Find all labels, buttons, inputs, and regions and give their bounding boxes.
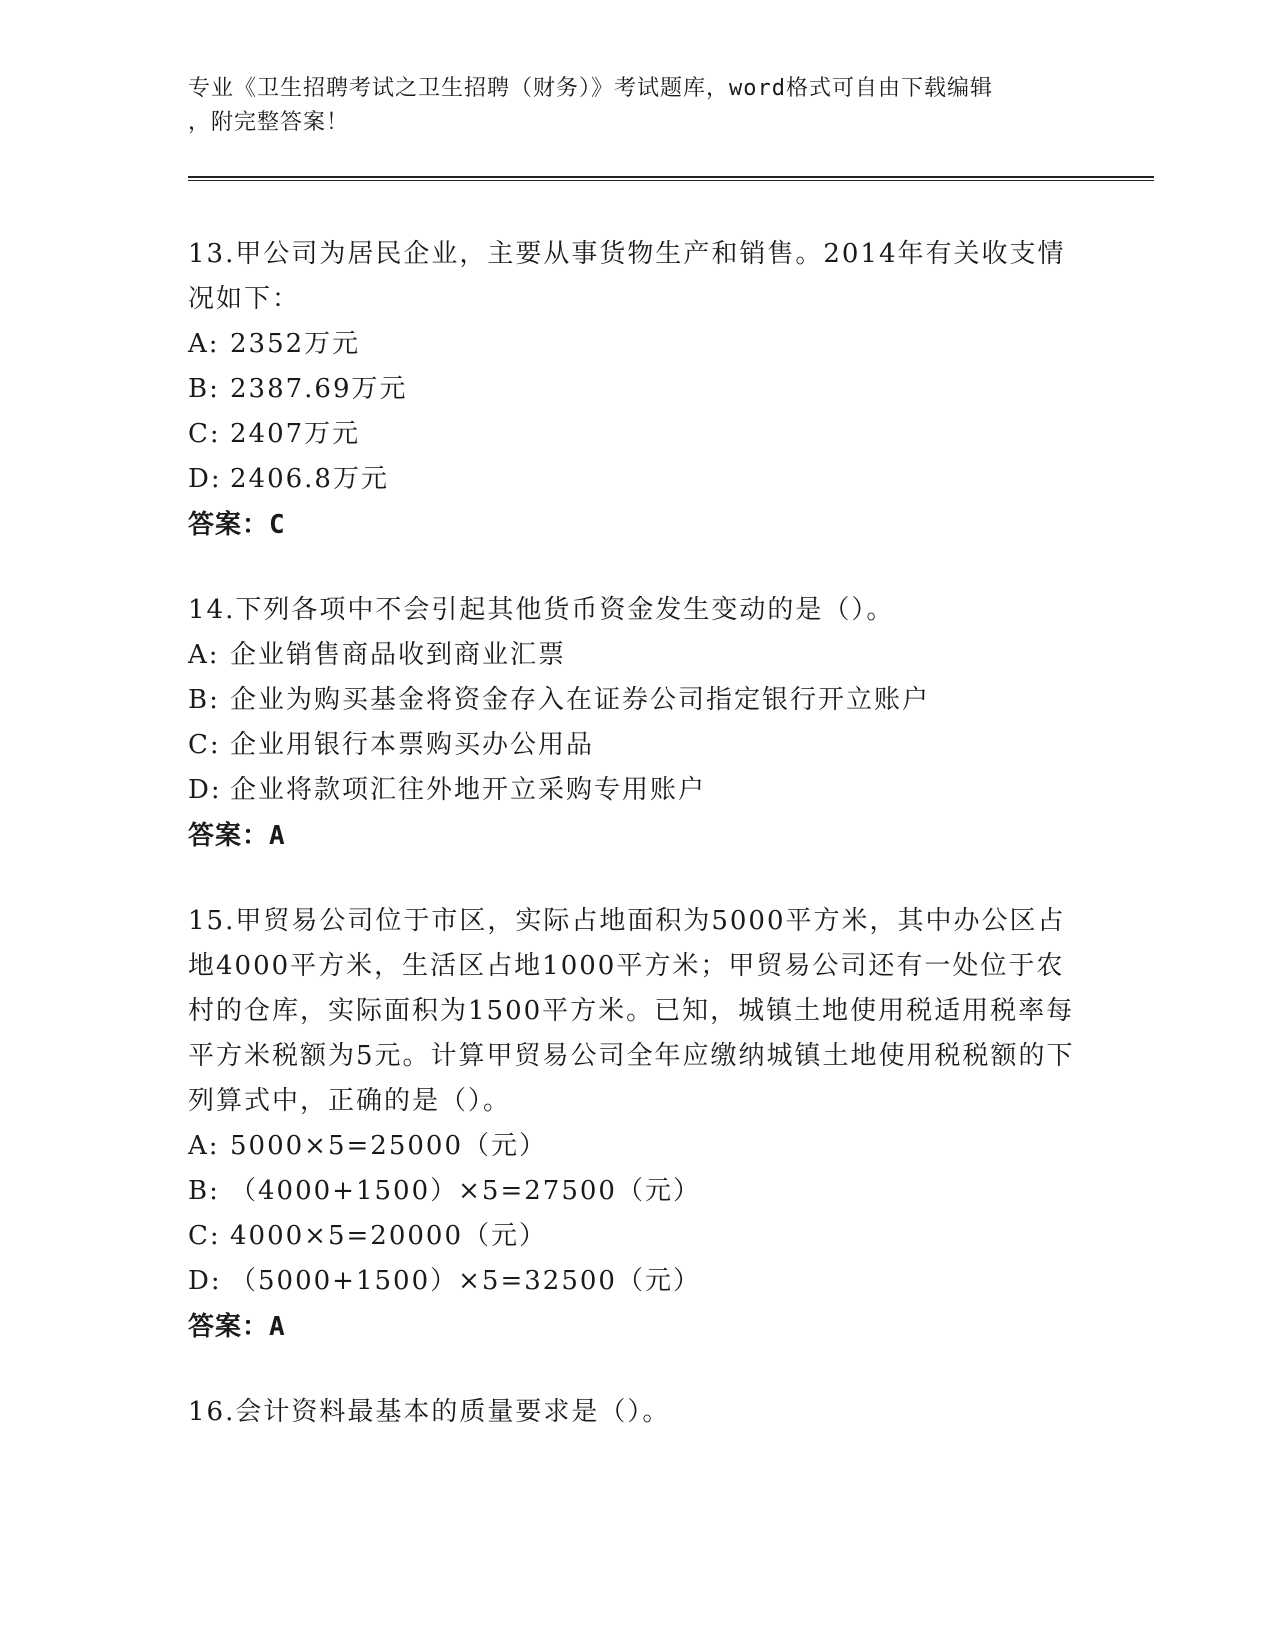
option-text: （5000+1500）×5=32500（元）: [230, 1266, 701, 1296]
question-16: [188, 1390, 1088, 1435]
option-d: [188, 768, 1088, 813]
option-c: [188, 723, 1088, 768]
option-text: 2352万元: [230, 329, 361, 359]
option-letter: C:: [188, 419, 221, 449]
option-letter: A:: [188, 1131, 220, 1161]
option-letter: A:: [188, 329, 220, 359]
option-text: 企业将款项汇往外地开立采购专用账户: [230, 775, 707, 805]
option-letter: B:: [188, 1176, 220, 1206]
option-b: [188, 367, 1088, 412]
option-b: [188, 678, 1088, 723]
answer-label: 答案：: [188, 821, 270, 851]
option-letter: C:: [188, 1221, 221, 1251]
answer-label: 答案：: [188, 510, 270, 540]
option-d: [188, 457, 1088, 502]
answer-label: 答案：: [188, 1312, 270, 1342]
option-text: 企业为购买基金将资金存入在证券公司指定银行开立账户: [230, 685, 931, 715]
option-c: [188, 1214, 1088, 1259]
answer-value: C: [269, 510, 286, 540]
option-text: 4000×5=20000（元）: [230, 1221, 547, 1251]
header-line-1: 专业《卫生招聘考试之卫生招聘（财务）》考试题库，word格式可自由下载编辑: [188, 76, 993, 101]
option-text: （4000+1500）×5=27500（元）: [230, 1176, 701, 1206]
option-letter: D:: [188, 775, 222, 805]
question-14: [188, 588, 1088, 859]
option-text: 2407万元: [230, 419, 361, 449]
option-text: 企业销售商品收到商业汇票: [230, 640, 567, 670]
option-letter: D:: [188, 464, 222, 494]
option-a: [188, 633, 1088, 678]
option-letter: B:: [188, 374, 220, 404]
option-letter: D:: [188, 1266, 222, 1296]
answer: [188, 1304, 1088, 1350]
option-c: [188, 412, 1088, 457]
option-letter: B:: [188, 685, 220, 715]
option-text: 5000×5=25000（元）: [230, 1131, 547, 1161]
option-b: [188, 1169, 1088, 1214]
question-text: 13.甲公司为居民企业，主要从事货物生产和销售。2014年有关收支情况如下：: [188, 239, 1066, 314]
question-text: 14.下列各项中不会引起其他货币资金发生变动的是（）。: [188, 595, 895, 625]
option-text: 企业用银行本票购买办公用品: [230, 730, 595, 760]
option-text: 2406.8万元: [230, 464, 389, 494]
document-header: [188, 72, 1068, 140]
answer-value: A: [269, 821, 286, 851]
question-13: [188, 232, 1088, 548]
answer-value: A: [269, 1312, 286, 1342]
option-d: [188, 1259, 1088, 1304]
option-a: [188, 322, 1088, 367]
header-divider: [188, 176, 1154, 181]
question-list: [188, 232, 1088, 1475]
option-letter: A:: [188, 640, 220, 670]
option-letter: C:: [188, 730, 221, 760]
header-line-2: ，附完整答案！: [188, 110, 350, 135]
question-text: 15.甲贸易公司位于市区，实际占地面积为5000平方米，其中办公区占地4000平方米，生活区占地1000平方米；甲贸易公司还有一处位于农村的仓库，实际面积为1500平方米。已知，城镇土地使用税适用税率每平方米税额为5元。计算甲贸易公司全年应缴纳城镇土地使用税税额的下列算式中，正确的是（）。: [188, 906, 1075, 1116]
option-a: [188, 1124, 1088, 1169]
answer: [188, 813, 1088, 859]
option-text: 2387.69万元: [230, 374, 408, 404]
question-15: [188, 899, 1088, 1350]
answer: [188, 502, 1088, 548]
question-text: 16.会计资料最基本的质量要求是（）。: [188, 1397, 671, 1427]
